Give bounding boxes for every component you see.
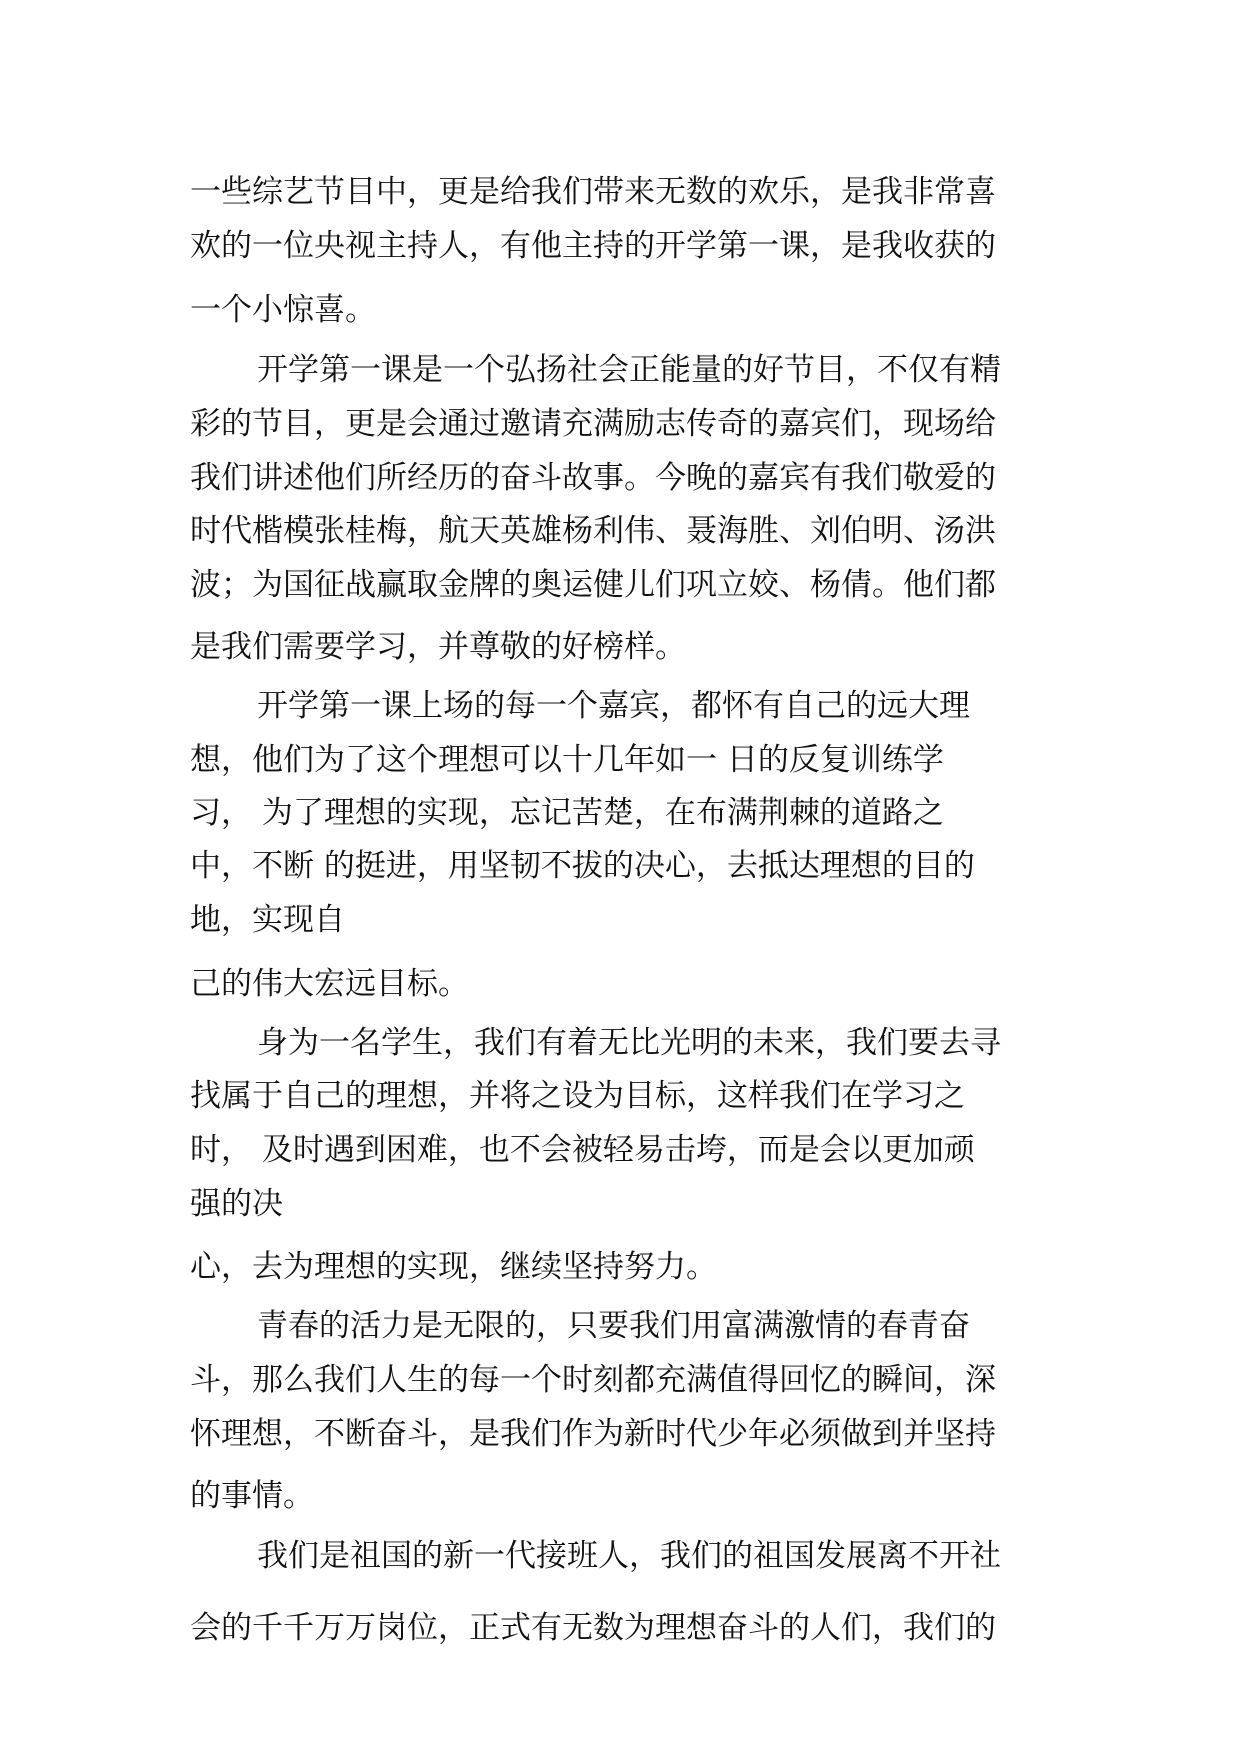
text-line: 斗，那么我们人生的每一个时刻都充满值得回忆的瞬间，深 [190,1362,996,1398]
text-line: 身为一名学生，我们有着无比光明的未来，我们要去寻 [257,1025,1001,1061]
text-line: 欢的一位央视主持人，有他主持的开学第一课，是我收获的 [190,228,996,264]
text-line: 是我们需要学习，并尊敬的好榜样。 [190,629,686,665]
text-line: 怀理想，不断奋斗，是我们作为新时代少年必须做到并坚持 [190,1416,996,1452]
text-line: 强的决 [190,1186,283,1222]
text-line: 己的伟大宏远目标。 [190,966,469,1002]
text-line: 我们是祖国的新一代接班人，我们的祖国发展离不开社 [257,1538,1001,1574]
text-line: 的事情。 [190,1478,314,1514]
text-line: 波；为国征战赢取金牌的奥运健儿们巩立姣、杨倩。他们都 [190,567,996,603]
text-line: 中，不断 的挺进，用坚韧不拔的决心，去抵达理想的目的 [190,848,975,884]
text-line: 习， 为了理想的实现，忘记苦楚，在布满荆棘的道路之 [190,795,944,831]
text-line: 开学第一课是一个弘扬社会正能量的好节目，不仅有精 [257,352,1001,388]
text-line: 彩的节目，更是会通过邀请充满励志传奇的嘉宾们，现场给 [190,406,996,442]
text-line: 心，去为理想的实现，继续坚持努力。 [190,1249,717,1285]
text-line: 青春的活力是无限的，只要我们用富满激情的春青奋 [257,1308,970,1344]
text-line: 一个小惊喜。 [190,292,376,328]
text-line: 会的千千万万岗位，正式有无数为理想奋斗的人们，我们的 [190,1610,996,1646]
text-line: 我们讲述他们所经历的奋斗故事。今晚的嘉宾有我们敬爱的 [190,460,996,496]
text-line: 地，实现自 [190,902,345,938]
text-line: 时， 及时遇到困难，也不会被轻易击垮，而是会以更加顽 [190,1132,975,1168]
text-line: 开学第一课上场的每一个嘉宾，都怀有自己的远大理 [257,688,970,724]
text-line: 时代楷模张桂梅，航天英雄杨利伟、聂海胜、刘伯明、汤洪 [190,513,996,549]
text-line: 一些综艺节目中，更是给我们带来无数的欢乐，是我非常喜 [190,174,996,210]
text-line: 想，他们为了这个理想可以十几年如一 日的反复训练学 [190,742,944,778]
text-line: 找属于自己的理想，并将之设为目标，这样我们在学习之 [190,1078,965,1114]
